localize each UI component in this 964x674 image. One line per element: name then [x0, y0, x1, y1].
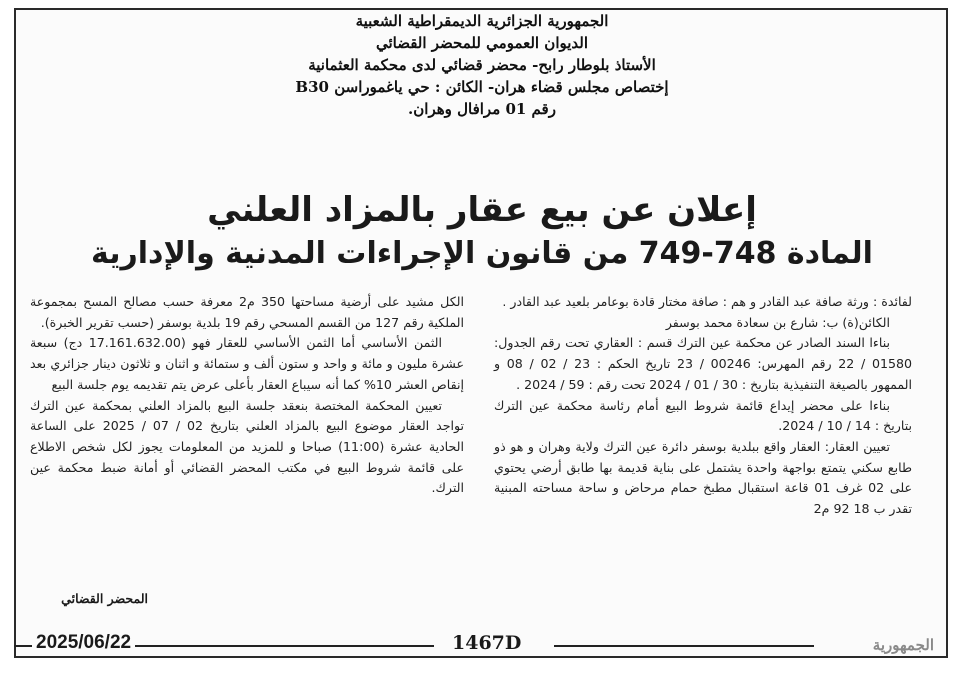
paragraph-deposit: بناءا على محضر إيداع قائمة شروط البيع أمام رئاسة محكمة عين الترك بتاريخ : 14 / 10 / 2024. — [494, 397, 912, 434]
header-line-jurisdiction: إختصاص مجلس قضاء هران- الكائن : حي ياغموراسن B30 — [295, 78, 669, 96]
paragraph-auction-session: تعيين المحكمة المختصة بنعقد جلسة البيع بالمزاد العلني بمحكمة عين الترك تواجد العقار موضوع البيع بالمزاد العلني بتاريخ 02 / 07 / 2025 على الساعة الحادية عشرة (11:00) صباحا و للمزيد من المعلومات يجوز لكل شخص الاطلاع على قائمة شروط البيع في مكتب المحضر القضائي أو أمانة ضبط محكمة عين الترك. — [30, 397, 465, 496]
title-main: إعلان عن بيع عقار بالمزاد العلني — [207, 190, 757, 230]
left-text-column — [30, 292, 464, 499]
paragraph-address: الكائن(ة) ب: شارع بن سعادة محمد بوسفر — [665, 314, 890, 330]
header-line-bailiff: الأستاذ بلوطار رابح- محضر قضائي لدى محكمة العثمانية — [308, 56, 656, 74]
announcement-title — [20, 188, 944, 274]
publication-date: 2025/06/22 — [32, 632, 135, 654]
newspaper-logo: الجمهورية — [872, 636, 934, 654]
title-article: المادة 748-749 من قانون الإجراءات المدنية والإدارية — [91, 236, 873, 271]
header-block — [20, 10, 944, 120]
announcement-code: 1467D — [446, 632, 527, 654]
signature-bailiff: المحضر القضائي — [61, 591, 148, 606]
footer-rule-right — [554, 645, 814, 647]
paragraph-judgment: بناءا السند الصادر عن محكمة عين الترك قسم : العقاري تحت رقم الجدول: 01580 / 22 رقم المهرس: 00246 / 23 تاريخ الحكم : 23 / 02 / 08 و الممهور بالصيغة التنفيذية بتاريخ : 30 / 01 / 2024 تحت رقم : 59 / 2024 . — [494, 335, 913, 392]
header-line-address: رقم 01 مرافال وهران. — [408, 100, 556, 118]
paragraph-beneficiaries: لفائدة : ورثة صافة عبد القادر و هم : صافة مختار قادة بوعامر بلعيد عبد القادر . — [502, 294, 912, 309]
header-line-republic: الجمهورية الجزائرية الديمقراطية الشعبية — [355, 12, 609, 30]
paragraph-land-area: الكل مشيد على أرضية مساحتها 350 م2 معرفة حسب مصالح المسح بمجموعة الملكية رقم 127 من القسم المسحي رقم 19 بلدية بوسفر (حسب تقرير الخبرة). — [30, 294, 464, 330]
right-text-column — [494, 292, 912, 520]
header-line-office: الديوان العمومي للمحضر القضائي — [375, 34, 589, 52]
page-footer — [14, 632, 948, 660]
paragraph-base-price: الثمن الأساسي أما الثمن الأساسي للعقار فهو (17.161.632.00 دج) سبعة عشرة مليون و مائة و واحد و ستون ألف و ستمائة و اثنان و ثلاثون دينار جزائري بعد إنقاص العشر 10% كما أنه سيباع العقار بأعلى عرض يتم تقديمه يوم جلسة البيع — [30, 335, 464, 392]
paragraph-property-description: تعيين العقار: العقار واقع ببلدية بوسفر دائرة عين الترك ولاية وهران و هو ذو طابع سكني يتمتع بواجهة واحدة يشتمل على بناية قديمة بها طابق أرضي يحتوي على 02 غرف 01 قاعة استقبال مطبخ حمام مرحاض و ساحة مساحته المبنية تقدر ب 18 92 م2 — [494, 438, 913, 517]
